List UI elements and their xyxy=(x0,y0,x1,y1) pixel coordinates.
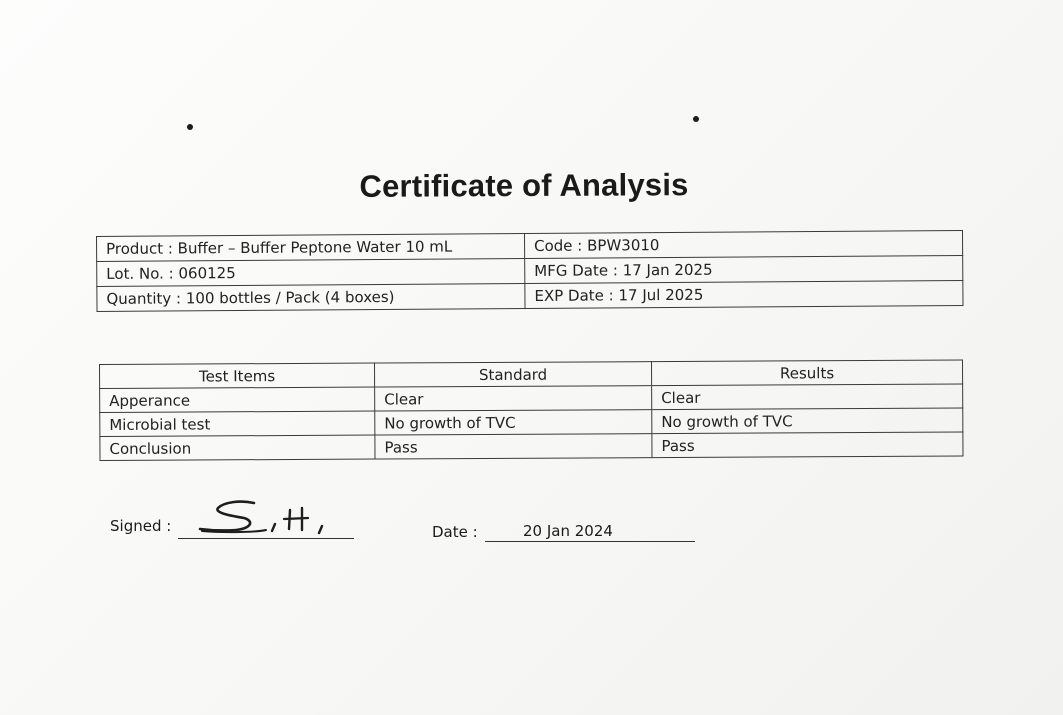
column-header-results: Results xyxy=(651,360,962,386)
product-info-table xyxy=(96,230,964,312)
exp-date-cell: EXP Date : 17 Jul 2025 xyxy=(525,280,963,308)
test-item-cell: Apperance xyxy=(100,387,375,412)
quantity-cell: Quantity : 100 bottles / Pack (4 boxes) xyxy=(97,284,525,312)
standard-cell: Clear xyxy=(375,386,652,411)
punch-hole-right xyxy=(693,116,699,122)
punch-hole-left xyxy=(187,124,193,130)
test-results-table xyxy=(99,359,963,461)
signature-line xyxy=(178,538,354,539)
date-line xyxy=(485,541,695,542)
document-title: Certificate of Analysis xyxy=(359,167,689,204)
result-cell: Pass xyxy=(652,432,963,458)
test-item-cell: Microbial test xyxy=(100,411,375,436)
standard-cell: No growth of TVC xyxy=(375,410,652,435)
product-cell: Product : Buffer – Buffer Peptone Water 10 mL xyxy=(97,234,525,262)
result-cell: Clear xyxy=(652,384,963,410)
table-row xyxy=(97,280,963,311)
handwritten-signature xyxy=(196,490,346,538)
mfg-date-cell: MFG Date : 17 Jan 2025 xyxy=(525,255,963,283)
column-header-standard: Standard xyxy=(374,362,651,387)
result-cell: No growth of TVC xyxy=(652,408,963,434)
code-cell: Code : BPW3010 xyxy=(524,230,962,258)
lot-number-cell: Lot. No. : 060125 xyxy=(97,259,525,287)
test-item-cell: Conclusion xyxy=(100,435,375,460)
table-row xyxy=(100,432,963,461)
signed-label: Signed : xyxy=(110,517,172,535)
column-header-test-items: Test Items xyxy=(100,363,375,388)
date-label: Date : xyxy=(432,523,478,541)
date-value: 20 Jan 2024 xyxy=(523,522,613,540)
standard-cell: Pass xyxy=(375,434,652,459)
